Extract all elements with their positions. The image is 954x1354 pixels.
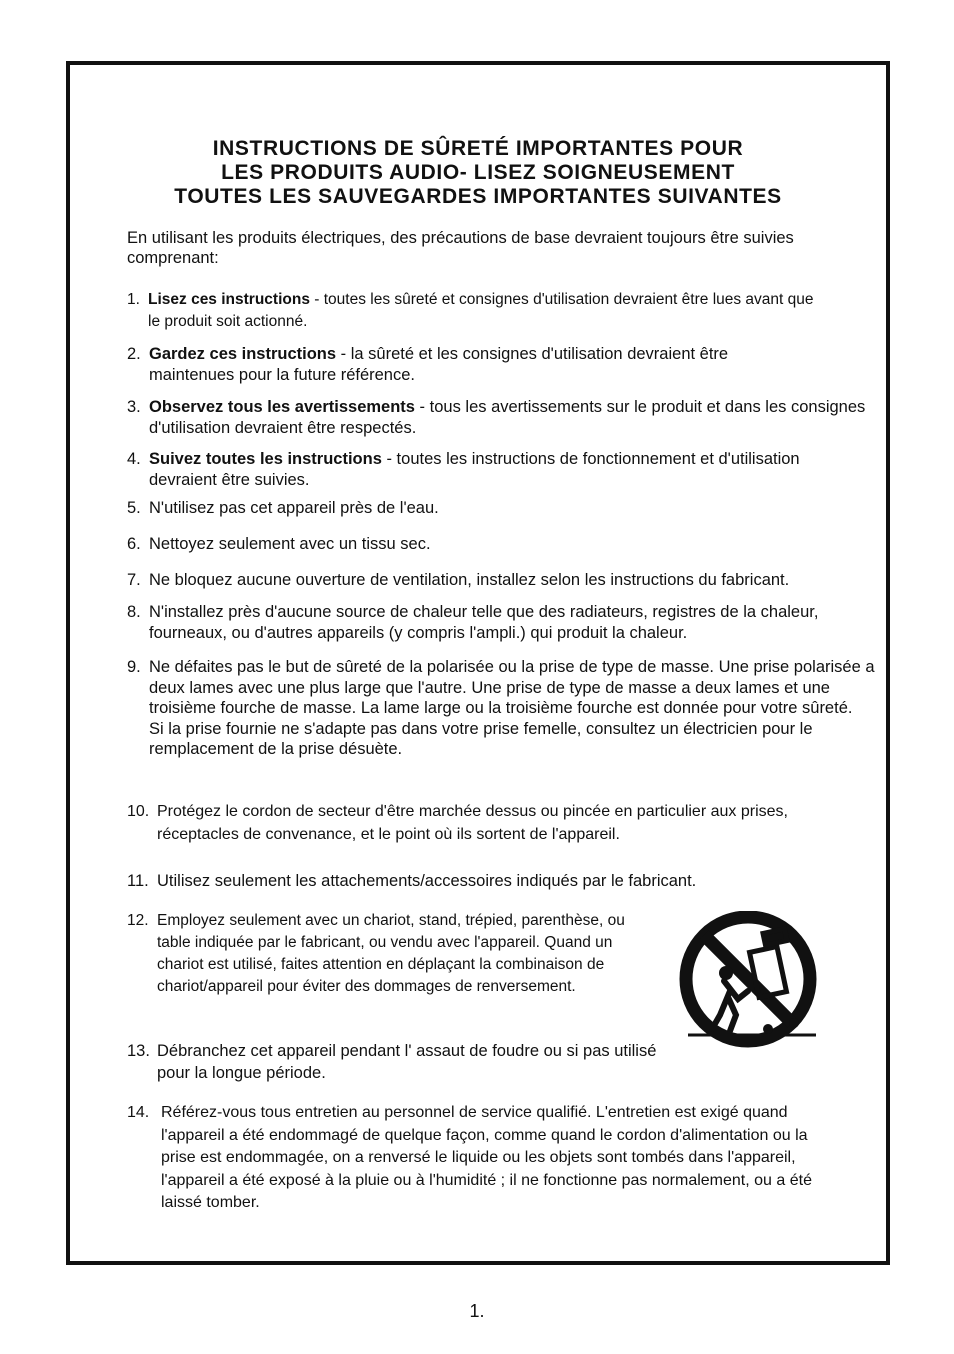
title-line-2: LES PRODUITS AUDIO- LISEZ SOIGNEUSEMENT — [221, 161, 735, 184]
item-text: - la sûreté et les consignes d'utilisation devraient être maintenues pour la future référence. — [149, 345, 729, 384]
item-number: 4. — [127, 450, 141, 468]
item-text: Débranchez cet appareil pendant l' assaut de foudre ou si pas utilisé pour la longue période. — [157, 1042, 657, 1082]
instruction-item-3 — [127, 397, 867, 438]
item-text: Utilisez seulement les attachements/accessoires indiqués par le fabricant. — [157, 872, 697, 890]
instruction-item-8 — [127, 602, 879, 643]
item-text: Nettoyez seulement avec un tissu sec. — [149, 535, 431, 553]
item-text: Protégez le cordon de secteur d'être marchée dessus ou pincée en particulier aux prises, réceptacles de convenance, et le point où ils sortent de l'appareil. — [157, 803, 788, 843]
item-heading: Suivez toutes les instructions — [149, 450, 382, 468]
item-number: 5. — [127, 499, 141, 517]
title-line-1: INSTRUCTIONS DE SÛRETÉ IMPORTANTES POUR — [212, 137, 744, 160]
item-text: N'installez près d'aucune source de chaleur telle que des radiateurs, registres de la chaleur, fourneaux, ou d'autres appareils (y compris l'ampli.) qui produit la chaleur. — [149, 603, 819, 642]
item-text: N'utilisez pas cet appareil près de l'eau. — [149, 499, 439, 517]
item-number: 13. — [127, 1042, 150, 1060]
instruction-item-9 — [127, 657, 879, 760]
item-text: - toutes les instructions de fonctionnement et d'utilisation devraient être suivies. — [149, 450, 800, 489]
item-text: Employez seulement avec un chariot, stand, trépied, parenthèse, ou table indiquée par le fabricant, ou vendu avec l'appareil. Quand un chariot est utilisé, faites attention en déplaçant la combinaison de chariot/appareil pour éviter des dommages de renversement. — [157, 912, 625, 995]
item-heading: Gardez ces instructions — [149, 345, 337, 363]
page-frame — [66, 61, 890, 1265]
instruction-item-2 — [127, 344, 817, 385]
item-number: 2. — [127, 345, 141, 363]
instruction-item-11 — [127, 871, 867, 892]
item-text: Ne défaites pas le but de sûreté de la polarisée ou la prise de type de masse. Une prise polarisée a deux lames avec une plus large que l'autre. Une prise de type de masse a deux lames et une troisième fourche de masse. La lame large ou la troisième fourche est donnée pour votre sûreté. — [149, 658, 875, 717]
instruction-item-4 — [127, 449, 847, 490]
item-number: 6. — [127, 535, 141, 553]
title-line-3: TOUTES LES SAUVEGARDES IMPORTANTES SUIVANTES — [174, 185, 782, 208]
item-number: 12. — [127, 912, 149, 929]
item-text-continued: Si la prise fournie ne s'adapte pas dans votre prise femelle, consultez un électricien pour le remplacement de la prise désuète. — [149, 719, 813, 758]
instruction-item-5 — [127, 498, 867, 519]
item-text: - toutes les sûreté et consignes d'utilisation devraient être lues avant que le produit soit actionné. — [148, 291, 814, 330]
item-number: 1. — [127, 291, 140, 308]
item-heading: Lisez ces instructions — [148, 291, 310, 308]
instruction-item-10 — [127, 801, 857, 846]
item-number: 3. — [127, 398, 141, 416]
item-number: 10. — [127, 803, 150, 820]
instruction-item-7 — [127, 570, 887, 591]
page-number: 1. — [469, 1301, 485, 1321]
instruction-item-6 — [127, 534, 867, 555]
page-title — [70, 137, 886, 209]
item-text: Ne bloquez aucune ouverture de ventilation, installez selon les instructions du fabricant. — [149, 571, 790, 589]
instruction-item-1 — [127, 289, 827, 333]
item-number: 14. — [127, 1104, 150, 1121]
cart-tip-over-warning-icon — [668, 911, 828, 1051]
item-number: 9. — [127, 658, 141, 676]
instruction-item-13 — [127, 1040, 667, 1084]
item-number: 8. — [127, 603, 141, 621]
intro-paragraph: En utilisant les produits électriques, des précautions de base devraient toujours être suivies comprenant: — [127, 229, 794, 267]
item-text: - tous les avertissements sur le produit et dans les consignes d'utilisation devraient être respectés. — [149, 398, 866, 437]
item-text: Référez-vous tous entretien au personnel de service qualifié. L'entretien est exigé quand l'appareil a été endommagé de quelque façon, comme quand le cordon d'alimentation ou la prise est endommagée, on a renversé le liquide ou les objets sont tombés dans l'appareil, l'appareil a été exposé à la pluie ou à l'humidité ; il ne fonctionne pas normalement, ou a été laissé tomber. — [161, 1104, 812, 1211]
item-heading: Observez tous les avertissements — [149, 398, 415, 416]
item-number: 11. — [127, 872, 149, 890]
instruction-item-14 — [127, 1102, 827, 1215]
item-number: 7. — [127, 571, 141, 589]
instruction-item-12 — [127, 910, 647, 998]
